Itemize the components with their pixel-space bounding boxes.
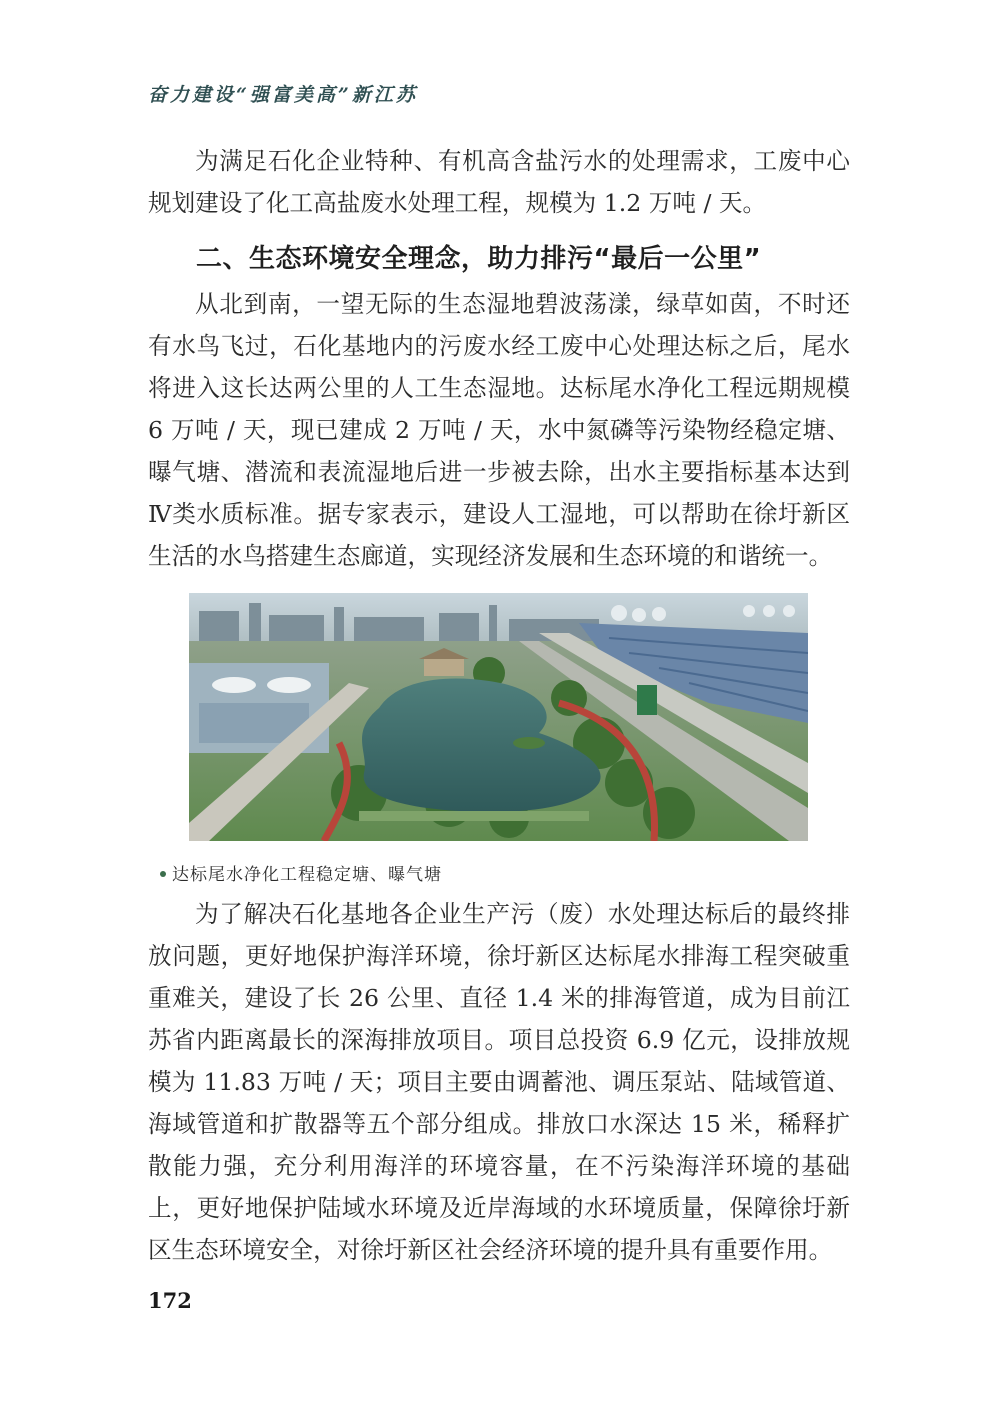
paragraph-high-salt-wastewater: 为满足石化企业特种、有机高含盐污水的处理需求，工废中心规划建设了化工高盐废水处理工程，规模为 1.2 万吨 / 天。 <box>148 147 850 217</box>
paragraph-ecological-wetland: 从北到南，一望无际的生态湿地碧波荡漾，绿草如茵，不时还有水鸟飞过，石化基地内的污废水经工废中心处理达标之后，尾水将进入这长达两公里的人工生态湿地。达标尾水净化工程远期规模 6 万吨 / 天，现已建成 2 万吨 / 天，水中氮磷等污染物经稳定塘、曝气塘、潜流和表流湿地后进一步被去除，出水主要指标基本达到Ⅳ类水质标准。据专家表示，建设人工湿地，可以帮助在徐圩新区生活的水鸟搭建生态廊道，实现经济发展和生态环境的和谐统一。 <box>148 290 850 570</box>
figure-caption-text: 达标尾水净化工程稳定塘、曝气塘 <box>172 865 442 885</box>
wetland-aerial-photo <box>189 593 808 841</box>
figure-caption <box>160 860 442 885</box>
section-heading: 二、生态环境安全理念，助力排污“最后一公里” <box>196 244 762 274</box>
caption-bullet-icon <box>160 871 166 877</box>
running-header: 奋力建设“强富美高”新江苏 <box>148 84 418 106</box>
page-number: 172 <box>148 1288 192 1313</box>
paragraph-sea-discharge: 为了解决石化基地各企业生产污（废）水处理达标后的最终排放问题，更好地保护海洋环境，徐圩新区达标尾水排海工程突破重重难关，建设了长 26 公里、直径 1.4 米的排海管道，成为目前江苏省内距离最长的深海排放项目。项目总投资 6.9 亿元，设排放规模为 11.83 万吨 / 天；项目主要由调蓄池、调压泵站、陆域管道、海域管道和扩散器等五个部分组成。排放口水深达 15 米，稀释扩散能力强，充分利用海洋的环境容量，在不污染海洋环境的基础上，更好地保护陆域水环境及近岸海域的水环境质量，保障徐圩新区生态环境安全，对徐圩新区社会经济环境的提升具有重要作用。 <box>148 900 850 1264</box>
